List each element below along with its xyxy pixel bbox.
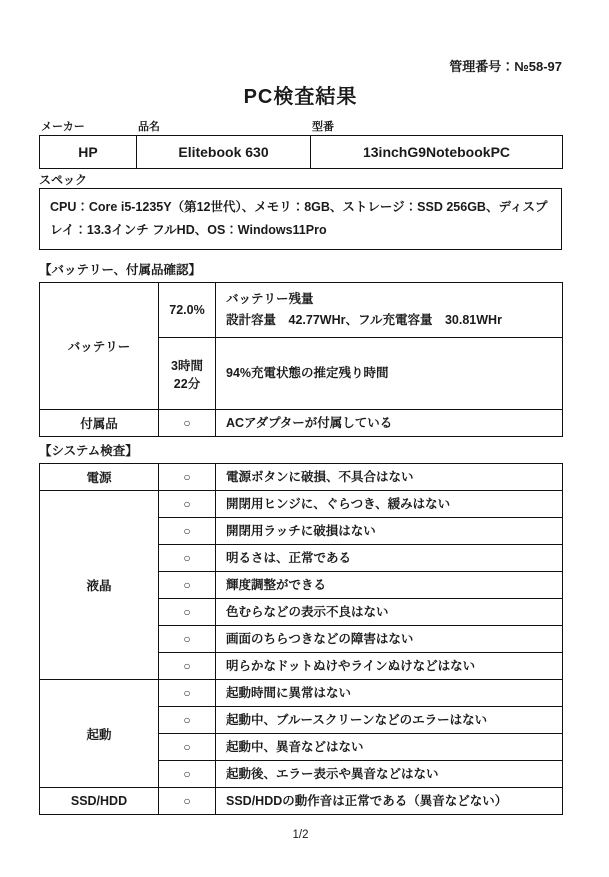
accessory-row: [40, 410, 563, 437]
description-cell: SSD/HDDの動作音は正常である（異音などない）: [216, 788, 563, 815]
result-circle-icon: ○: [159, 518, 216, 545]
table-row: [40, 491, 563, 518]
system-inspection-table: [39, 463, 563, 815]
product-table: [39, 135, 563, 169]
result-circle-icon: ○: [159, 707, 216, 734]
result-circle-icon: ○: [159, 545, 216, 572]
result-circle-icon: ○: [159, 464, 216, 491]
battery-percentage-cell: 72.0%: [159, 283, 216, 338]
model-value: 13inchG9NotebookPC: [311, 136, 563, 169]
battery-capacity-description-cell: [216, 283, 563, 338]
description-cell: 起動後、エラー表示や異音などはない: [216, 761, 563, 788]
description-cell: 開閉用ヒンジに、ぐらつき、緩みはない: [216, 491, 563, 518]
battery-category-cell: バッテリー: [40, 283, 159, 410]
battery-table: [39, 282, 563, 437]
description-cell: 明るさは、正常である: [216, 545, 563, 572]
page-number: 1/2: [292, 829, 309, 841]
spec-text: CPU：Core i5-1235Y（第12世代）、メモリ：8GB、ストレージ：SSD 256GB、ディスプレイ：13.3インチ フルHD、OS：Windows11Pro: [39, 188, 562, 250]
table-row: [40, 680, 563, 707]
battery-capacity-row: [40, 283, 563, 338]
result-circle-icon: ○: [159, 734, 216, 761]
description-cell: 明らかなドットぬけやラインぬけなどはない: [216, 653, 563, 680]
accessory-category-cell: 付属品: [40, 410, 159, 437]
result-circle-icon: ○: [159, 599, 216, 626]
battery-runtime-description-cell: 94%充電状態の推定残り時間: [216, 338, 563, 410]
result-circle-icon: ○: [159, 680, 216, 707]
model-header-label: 型番: [312, 121, 334, 133]
system-section-heading: 【システム検査】: [39, 444, 138, 458]
spec-label: スペック: [39, 173, 88, 187]
result-circle-icon: ○: [159, 572, 216, 599]
battery-section-heading: 【バッテリー、付属品確認】: [39, 263, 202, 277]
result-circle-icon: ○: [159, 626, 216, 653]
category-cell-lcd: 液晶: [40, 491, 159, 680]
battery-runtime-line1: 3時間: [171, 358, 203, 373]
result-circle-icon: ○: [159, 653, 216, 680]
battery-desc-line1: バッテリー残量: [226, 292, 314, 306]
result-circle-icon: ○: [159, 788, 216, 815]
product-table-headers: [39, 120, 562, 135]
result-circle-icon: ○: [159, 491, 216, 518]
description-cell: 画面のちらつきなどの障害はない: [216, 626, 563, 653]
page-title: PC検査結果: [243, 86, 358, 108]
maker-value: HP: [40, 136, 137, 169]
accessory-description-cell: ACアダプターが付属している: [216, 410, 563, 437]
description-cell: 起動時間に異常はない: [216, 680, 563, 707]
pc-inspection-document: [39, 0, 562, 841]
product-name-value: Elitebook 630: [137, 136, 311, 169]
table-row: [40, 788, 563, 815]
category-cell-ssd-hdd: SSD/HDD: [40, 788, 159, 815]
description-cell: 起動中、異音などはない: [216, 734, 563, 761]
description-cell: 開閉用ラッチに破損はない: [216, 518, 563, 545]
category-cell-boot: 起動: [40, 680, 159, 788]
control-number: 管理番号：№58-97: [449, 59, 562, 74]
description-cell: 色むらなどの表示不良はない: [216, 599, 563, 626]
description-cell: 起動中、ブルースクリーンなどのエラーはない: [216, 707, 563, 734]
result-circle-icon: ○: [159, 761, 216, 788]
description-cell: 電源ボタンに破損、不具合はない: [216, 464, 563, 491]
maker-header-label: メーカー: [41, 121, 85, 133]
description-cell: 輝度調整ができる: [216, 572, 563, 599]
battery-runtime-line2: 22分: [173, 376, 201, 391]
battery-runtime-cell: [159, 338, 216, 410]
accessory-result-circle-icon: ○: [159, 410, 216, 437]
category-cell-power: 電源: [40, 464, 159, 491]
battery-desc-line2: 設計容量 42.77WHr、フル充電容量 30.81WHr: [226, 313, 502, 327]
table-row: [40, 464, 563, 491]
product-row: [40, 136, 563, 169]
product-name-header-label: 品名: [138, 121, 160, 133]
